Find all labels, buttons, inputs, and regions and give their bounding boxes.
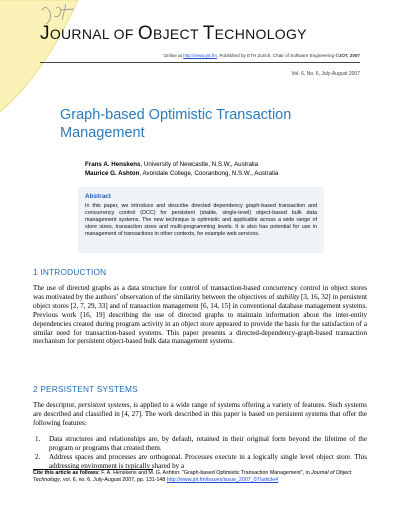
- introduction-paragraph: The use of directed graphs as a data structure for control of transaction-based concurrency control in object stores was motivated by the authors’ observation of the similarity between the objectives of stability [3, 16, 32] in persistent object stores [2, 7, 29, 33] and of transaction management [6, 14, 15] in conventional database management systems. Previous work [16, 19] describing the use of directed graphs to maintain information about the inter-entity dependencies created during program activity in an object store appeared to provide the basis for the satisfaction of a similar need for transaction-based systems. This paper presents a directed-dependency-graph-based transaction mechanism for persistent object-based bulk data management systems.: [33, 284, 368, 346]
- header-divider: [40, 62, 360, 63]
- publication-info: Online at http://www.jot.fm. Published by ETH Zurich, Chair of Software Engineering ©JOT, 2007: [163, 53, 360, 58]
- section-heading-persistent-systems: 2 PERSISTENT SYSTEMS: [33, 384, 138, 394]
- abstract-heading: Abstract: [85, 193, 111, 200]
- journal-title: JOURNAL OF OBJECT TECHNOLOGY: [40, 23, 307, 44]
- author-list: [85, 160, 278, 178]
- paper-title: Graph-based Optimistic Transaction Management: [60, 107, 292, 141]
- feature-list: [33, 435, 367, 471]
- persistent-systems-paragraph: The descriptor, persistent systems, is applied to a wide range of systems offering a variety of features. Such systems are described and classified in [4, 27]. The work described in this paper is based on persistent systems that offer the following features:: [33, 401, 367, 427]
- citation-footer: Cite this article as follows: F. A. Henskens and M. G. Ashton: "Graph-based Optimistic Transaction Management", in Journal of Object Technology, vol. 6, no. 6, July-August 2007, pp. 131-148 http://www.jot.fm/issues/issue_2007_07/article4: [33, 470, 367, 484]
- author-line: Frans A. Henskens, University of Newcastle, N.S.W., Australia: [85, 161, 259, 168]
- list-item: 1. Data structures and relationships are, by default, retained in their original form beyond the lifetime of the program or programs that created them.: [35, 435, 367, 452]
- author-line: Maurice G. Ashton, Avondale College, Cooranbong, N.S.W., Australia: [85, 170, 279, 177]
- section-heading-introduction: 1 INTRODUCTION: [33, 267, 107, 277]
- list-item: 2. Address spaces and processes are orthogonal. Processes execute in a logically single level object store. This addressing environment is typically shared by a: [35, 452, 367, 470]
- abstract-text: In this paper, we introduce and describe directed dependency graph-based transaction and concurrency control (DCC) for persistent (stable, single-level) object-based bulk data management systems. The new technique is optimistic and applicable across a wide range of store sizes, transaction sizes and multi-programming levels. It is also has potential for use in management of transactions in other contexts, for example web services.: [85, 203, 317, 238]
- jot-website-link[interactable]: http://www.jot.fm: [183, 53, 217, 58]
- article-link[interactable]: http://www.jot.fm/issues/issue_2007_07/article4: [166, 476, 279, 483]
- volume-info: Vol. 6, No. 6, July-August 2007: [291, 71, 360, 77]
